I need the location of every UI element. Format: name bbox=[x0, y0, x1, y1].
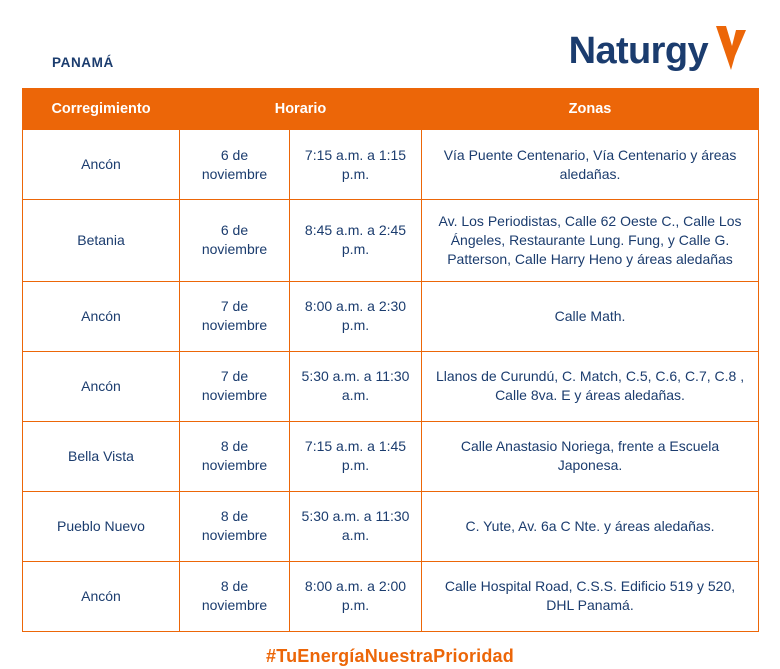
table-header-row bbox=[23, 89, 759, 130]
cell-zonas: Calle Math. bbox=[422, 281, 759, 351]
naturgy-flame-icon bbox=[714, 24, 748, 74]
cell-fecha: 8 de noviembre bbox=[180, 421, 290, 491]
cell-horario: 7:15 a.m. a 1:45 p.m. bbox=[290, 421, 422, 491]
table-row bbox=[23, 351, 759, 421]
table-row bbox=[23, 491, 759, 561]
cell-fecha: 7 de noviembre bbox=[180, 351, 290, 421]
page-header bbox=[0, 0, 780, 88]
cell-zonas: Calle Anastasio Noriega, frente a Escuela Japonesa. bbox=[422, 421, 759, 491]
schedule-table-container bbox=[0, 88, 780, 632]
cell-horario: 8:45 a.m. a 2:45 p.m. bbox=[290, 200, 422, 282]
table-row bbox=[23, 130, 759, 200]
cell-zonas: Llanos de Curundú, C. Match, C.5, C.6, C.7, C.8 , Calle 8va. E y áreas aledañas. bbox=[422, 351, 759, 421]
cell-fecha: 8 de noviembre bbox=[180, 561, 290, 631]
cell-horario: 5:30 a.m. a 11:30 a.m. bbox=[290, 351, 422, 421]
cell-fecha: 8 de noviembre bbox=[180, 491, 290, 561]
cell-zonas: Calle Hospital Road, C.S.S. Edificio 519 y 520, DHL Panamá. bbox=[422, 561, 759, 631]
table-body bbox=[23, 130, 759, 632]
cell-fecha: 6 de noviembre bbox=[180, 130, 290, 200]
table-row bbox=[23, 421, 759, 491]
cell-horario: 7:15 a.m. a 1:15 p.m. bbox=[290, 130, 422, 200]
cell-fecha: 7 de noviembre bbox=[180, 281, 290, 351]
cell-corregimiento: Ancón bbox=[23, 281, 180, 351]
cell-corregimiento: Betania bbox=[23, 200, 180, 282]
campaign-hashtag: #TuEnergíaNuestraPrioridad bbox=[266, 645, 514, 666]
schedule-table bbox=[22, 88, 759, 632]
cell-corregimiento: Ancón bbox=[23, 130, 180, 200]
page-footer bbox=[0, 632, 780, 667]
column-header-corregimiento: Corregimiento bbox=[23, 89, 180, 130]
cell-horario: 5:30 a.m. a 11:30 a.m. bbox=[290, 491, 422, 561]
column-header-horario: Horario bbox=[180, 89, 422, 130]
table-header bbox=[23, 89, 759, 130]
country-label: PANAMÁ bbox=[52, 55, 114, 70]
cell-horario: 8:00 a.m. a 2:30 p.m. bbox=[290, 281, 422, 351]
cell-corregimiento: Bella Vista bbox=[23, 421, 180, 491]
cell-corregimiento: Ancón bbox=[23, 561, 180, 631]
cell-zonas: Av. Los Periodistas, Calle 62 Oeste C., Calle Los Ángeles, Restaurante Lung. Fung, y Calle G. Patterson, Calle Harry Heno y áreas aledañas bbox=[422, 200, 759, 282]
cell-corregimiento: Pueblo Nuevo bbox=[23, 491, 180, 561]
cell-fecha: 6 de noviembre bbox=[180, 200, 290, 282]
brand-name: Naturgy bbox=[568, 30, 708, 72]
column-header-zonas: Zonas bbox=[422, 89, 759, 130]
table-row bbox=[23, 561, 759, 631]
table-row bbox=[23, 281, 759, 351]
cell-corregimiento: Ancón bbox=[23, 351, 180, 421]
brand-logo bbox=[569, 24, 758, 78]
table-row bbox=[23, 200, 759, 282]
cell-horario: 8:00 a.m. a 2:00 p.m. bbox=[290, 561, 422, 631]
cell-zonas: Vía Puente Centenario, Vía Centenario y áreas aledañas. bbox=[422, 130, 759, 200]
cell-zonas: C. Yute, Av. 6a C Nte. y áreas aledañas. bbox=[422, 491, 759, 561]
